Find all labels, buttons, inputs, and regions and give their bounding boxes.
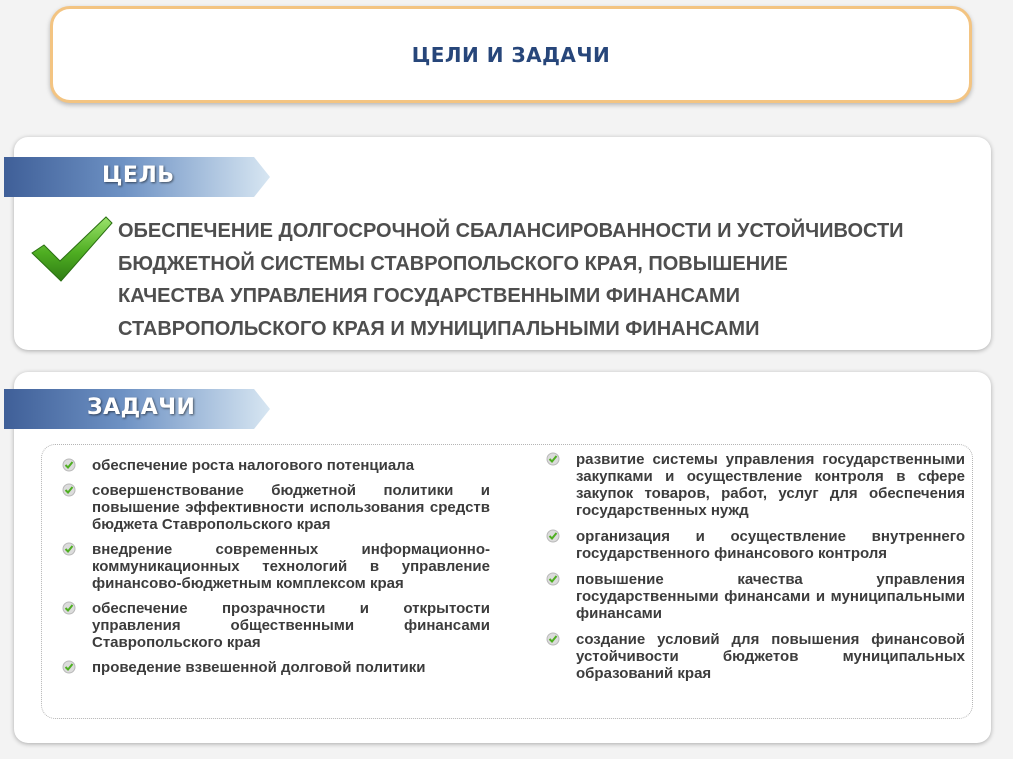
small-checkmark-icon xyxy=(62,542,76,556)
task-text: организация и осуществление внутреннего государственного финансового контроля xyxy=(576,528,965,562)
small-checkmark-icon xyxy=(546,452,560,466)
small-checkmark-icon xyxy=(62,660,76,674)
list-item xyxy=(62,659,490,676)
tasks-tag-label: ЗАДАЧИ xyxy=(87,395,196,420)
list-item xyxy=(546,528,965,562)
small-checkmark-icon xyxy=(546,529,560,543)
goal-line: ОБЕСПЕЧЕНИЕ ДОЛГОСРОЧНОЙ СБАЛАНСИРОВАННОСТИ И УСТОЙЧИВОСТИ xyxy=(118,220,904,242)
task-text: развитие системы управления государственными закупками и осуществление контроля в сфере закупок товаров, работ, услуг для обеспечения государственных нужд xyxy=(576,451,965,519)
list-item xyxy=(62,600,490,651)
task-text: внедрение современных информационно-коммуникационных технологий в управление финансово-бюджетным комплексом края xyxy=(92,541,490,592)
task-text: обеспечение роста налогового потенциала xyxy=(92,457,415,474)
checkmark-icon xyxy=(30,213,114,285)
goal-line: БЮДЖЕТНОЙ СИСТЕМЫ СТАВРОПОЛЬСКОГО КРАЯ, ПОВЫШЕНИЕ xyxy=(118,252,788,275)
list-item xyxy=(62,482,490,533)
goal-line: КАЧЕСТВА УПРАВЛЕНИЯ ГОСУДАРСТВЕННЫМИ ФИНАНСАМИ xyxy=(118,285,741,307)
page-title: ЦЕЛИ И ЗАДАЧИ xyxy=(411,42,611,67)
small-checkmark-icon xyxy=(62,483,76,497)
task-text: проведение взвешенной долговой политики xyxy=(92,659,426,676)
small-checkmark-icon xyxy=(62,601,76,615)
title-banner xyxy=(50,6,972,103)
list-item xyxy=(546,451,965,519)
goal-tag-label: ЦЕЛЬ xyxy=(102,163,175,188)
task-text: повышение качества управления государственными финансами и муниципальными финансами xyxy=(576,571,965,622)
task-text: совершенствование бюджетной политики и повышение эффективности использования средств бюджета Ставропольского края xyxy=(92,482,490,533)
goal-line: СТАВРОПОЛЬСКОГО КРАЯ И МУНИЦИПАЛЬНЫМИ ФИНАНСАМИ xyxy=(118,317,760,340)
small-checkmark-icon xyxy=(546,632,560,646)
list-item xyxy=(546,571,965,622)
tasks-column-right xyxy=(546,451,965,691)
list-item xyxy=(546,631,965,682)
small-checkmark-icon xyxy=(546,572,560,586)
list-item xyxy=(62,457,490,474)
goal-statement xyxy=(118,215,976,345)
list-item xyxy=(62,541,490,592)
task-text: обеспечение прозрачности и открытости управления общественными финансами Ставропольского края xyxy=(92,600,490,651)
task-text: создание условий для повышения финансовой устойчивости бюджетов муниципальных образований края xyxy=(576,631,965,682)
small-checkmark-icon xyxy=(62,458,76,472)
tasks-column-left xyxy=(62,457,490,684)
